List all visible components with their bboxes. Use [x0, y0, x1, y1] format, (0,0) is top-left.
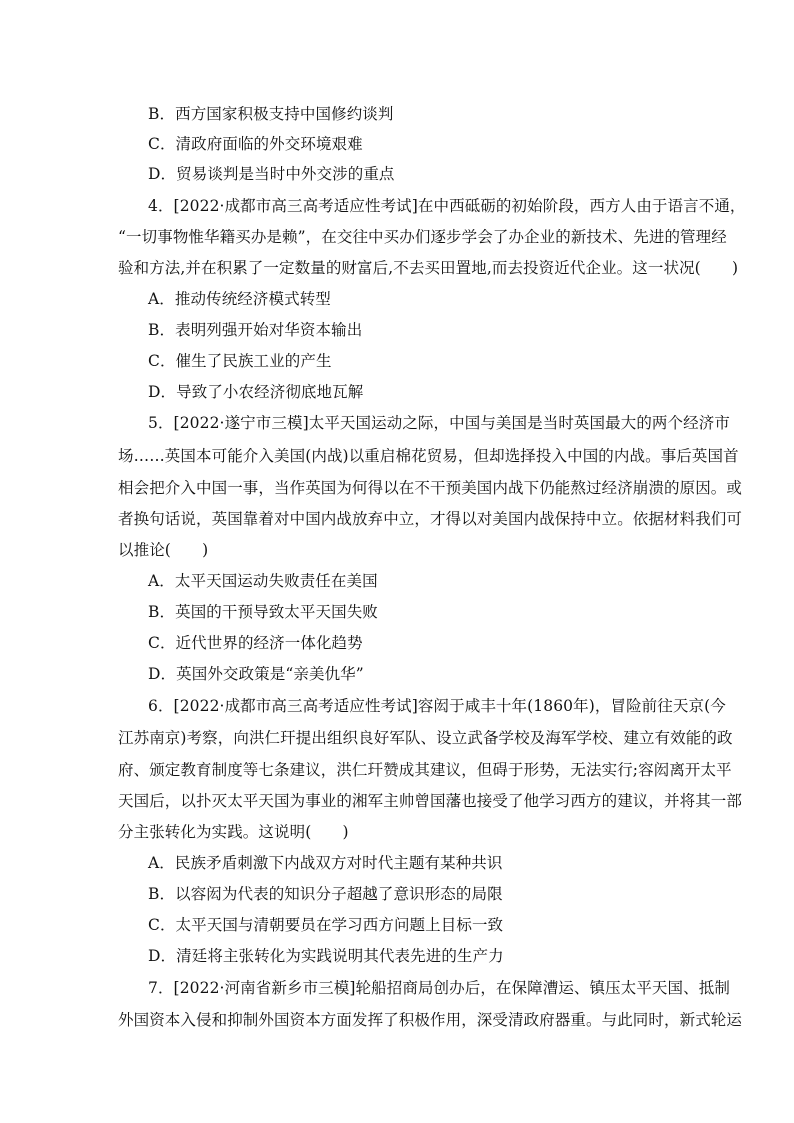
- q4-option-a: A．推动传统经济模式转型: [148, 290, 331, 308]
- q5-stem-line-3: 相会把介入中国一事，当作英国为何得以在不干预美国内战下仍能熬过经济崩溃的原因。或: [118, 479, 743, 497]
- q6-option-c: C．太平天国与清朝要员在学习西方问题上目标一致: [148, 916, 504, 934]
- q5-stem-line-4: 者换句话说，英国靠着对中国内战放弃中立，才得以对美国内战保持中立。依据材料我们可: [118, 510, 743, 528]
- q5-stem-line-2: 场……英国本可能介入美国(内战)以重启棉花贸易，但却选择投入中国的内战。事后英国首: [118, 447, 739, 465]
- q3-option-b: B．西方国家积极支持中国修约谈判: [148, 105, 394, 123]
- q6-stem-line-3: 府、颁定教育制度等七条建议，洪仁玕赞成其建议，但碍于形势，无法实行;容闳离开太平: [118, 761, 732, 779]
- q6-stem-line-1: 6．[2022·成都市高三高考适应性考试]容闳于咸丰十年(1860年)，冒险前往天京(今: [148, 697, 726, 715]
- q5-stem-line-1: 5．[2022·遂宁市三模]太平天国运动之际，中国与美国是当时英国最大的两个经济市: [148, 414, 730, 432]
- q4-stem-line-3: 验和方法,并在积累了一定数量的财富后,不去买田置地,而去投资近代企业。这一状况( ): [118, 259, 739, 277]
- q4-option-b: B．表明列强开始对华资本输出: [148, 321, 363, 339]
- q7-stem-line-2: 外国资本入侵和抑制外国资本方面发挥了积极作用，深受清政府器重。与此同时，新式轮运: [118, 1011, 743, 1029]
- q4-option-c: C．催生了民族工业的产生: [148, 352, 332, 370]
- q5-stem-line-5: 以推论( ): [118, 541, 209, 559]
- q7-stem-line-1: 7．[2022·河南省新乡市三模]轮船招商局创办后，在保障漕运、镇压太平天国、抵制: [148, 979, 730, 997]
- q4-stem-line-1: 4．[2022·成都市高三高考适应性考试]在中西砥砺的初始阶段，西方人由于语言不通，: [148, 197, 746, 215]
- q6-stem-line-5: 分主张转化为实践。这说明( ): [118, 823, 349, 841]
- q4-option-d: D．导致了小农经济彻底地瓦解: [148, 383, 364, 401]
- q5-option-d: D．英国外交政策是“亲美仇华”: [148, 665, 364, 683]
- q6-stem-line-4: 天国后，以扑灭太平天国为事业的湘军主帅曾国藩也接受了他学习西方的建议，并将其一部: [118, 792, 743, 810]
- q6-option-d: D．清廷将主张转化为实践说明其代表先进的生产力: [148, 947, 504, 965]
- q3-option-d: D．贸易谈判是当时中外交涉的重点: [148, 165, 395, 183]
- q6-option-b: B．以容闳为代表的知识分子超越了意识形态的局限: [148, 885, 503, 903]
- q3-option-c: C．清政府面临的外交环境艰难: [148, 135, 363, 153]
- q5-option-b: B．英国的干预导致太平天国失败: [148, 603, 378, 621]
- q6-option-a: A．民族矛盾刺激下内战双方对时代主题有某种共识: [148, 854, 503, 872]
- q4-stem-line-2: “一切事物惟华籍买办是赖”，在交往中买办们逐步学会了办企业的新技术、先进的管理经: [118, 228, 727, 246]
- q5-option-c: C．近代世界的经济一体化趋势: [148, 634, 363, 652]
- q6-stem-line-2: 江苏南京)考察，向洪仁玕提出组织良好军队、设立武备学校及海军学校、建立有效能的政: [118, 729, 733, 747]
- q5-option-a: A．太平天国运动失败责任在美国: [148, 572, 378, 590]
